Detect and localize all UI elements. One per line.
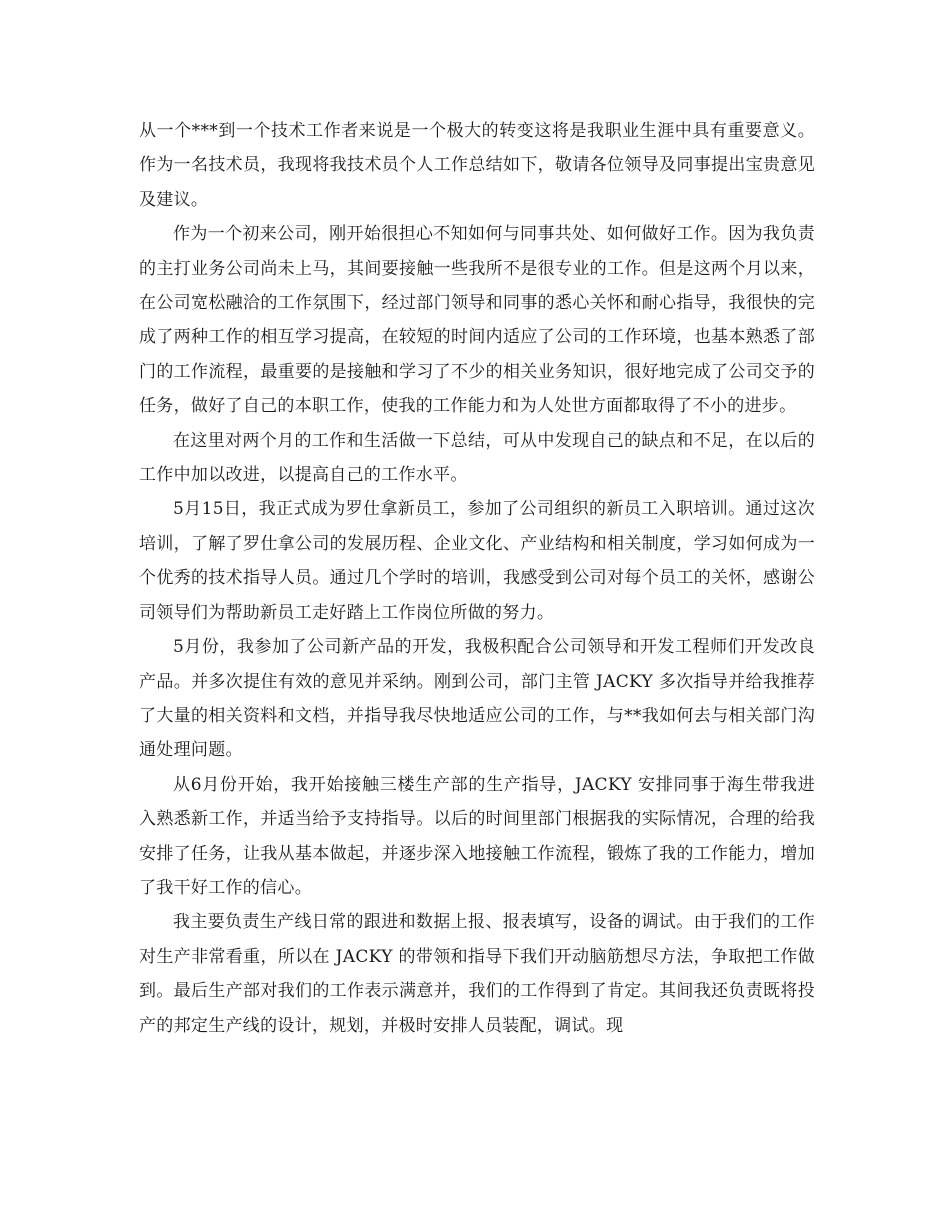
document-body [139, 114, 815, 1043]
paragraph-production-guidance: 从6月份开始，我开始接触三楼生产部的生产指导，JACKY 安排同事于海生带我进入熟悉新工作，并适当给予支持指导。以后的时间里部门根据我的实际情况，合理的给我安排了任务，让我从基本做起，并逐步深入地接触工作流程，锻炼了我的工作能力，增加了我干好工作的信心。 [139, 774, 815, 898]
paragraph-responsibilities: 我主要负责生产线日常的跟进和数据上报、报表填写，设备的调试。由于我们的工作对生产非常看重，所以在 JACKY 的带领和指导下我们开动脑筋想尽方法，争取把工作做到。最后生产部对我们的工作表示满意并，我们的工作得到了肯定。其间我还负责既将投产的邦定生产线的设计，规划，并极时安排人员装配，调试。现 [139, 912, 815, 1036]
paragraph-intro: 从一个***到一个技术工作者来说是一个极大的转变这将是我职业生涯中具有重要意义。作为一名技术员，我现将我技术员个人工作总结如下，敬请各位领导及同事提出宝贵意见及建议。 [139, 121, 815, 210]
paragraph-training: 5月15日，我正式成为罗仕拿新员工，参加了公司组织的新员工入职培训。通过这次培训，了解了罗仕拿公司的发展历程、企业文化、产业结构和相关制度，学习如何成为一个优秀的技术指导人员。通过几个学时的培训，我感受到公司对每个员工的关怀，感谢公司领导们为帮助新员工走好踏上工作岗位所做的努力。 [139, 499, 815, 623]
paragraph-adaptation: 作为一个初来公司，刚开始很担心不知如何与同事共处、如何做好工作。因为我负责的主打业务公司尚未上马，其间要接触一些我所不是很专业的工作。但是这两个月以来，在公司宽松融洽的工作氛围下，经过部门领导和同事的悉心关怀和耐心指导，我很快的完成了两种工作的相互学习提高，在较短的时间内适应了公司的工作环境，也基本熟悉了部门的工作流程，最重要的是接触和学习了不少的相关业务知识，很好地完成了公司交予的任务，做好了自己的本职工作，使我的工作能力和为人处世方面都取得了不小的进步。 [139, 224, 815, 417]
paragraph-product-development: 5月份，我参加了公司新产品的开发，我极积配合公司领导和开发工程师们开发改良产品。并多次提住有效的意见并采纳。刚到公司，部门主管 JACKY 多次指导并给我推荐了大量的相关资料和文档，并指导我尽快地适应公司的工作，与**我如何去与相关部门沟通处理问题。 [139, 637, 815, 761]
paragraph-summary-purpose: 在这里对两个月的工作和生活做一下总结，可从中发现自己的缺点和不足，在以后的工作中加以改进，以提高自己的工作水平。 [139, 430, 815, 486]
